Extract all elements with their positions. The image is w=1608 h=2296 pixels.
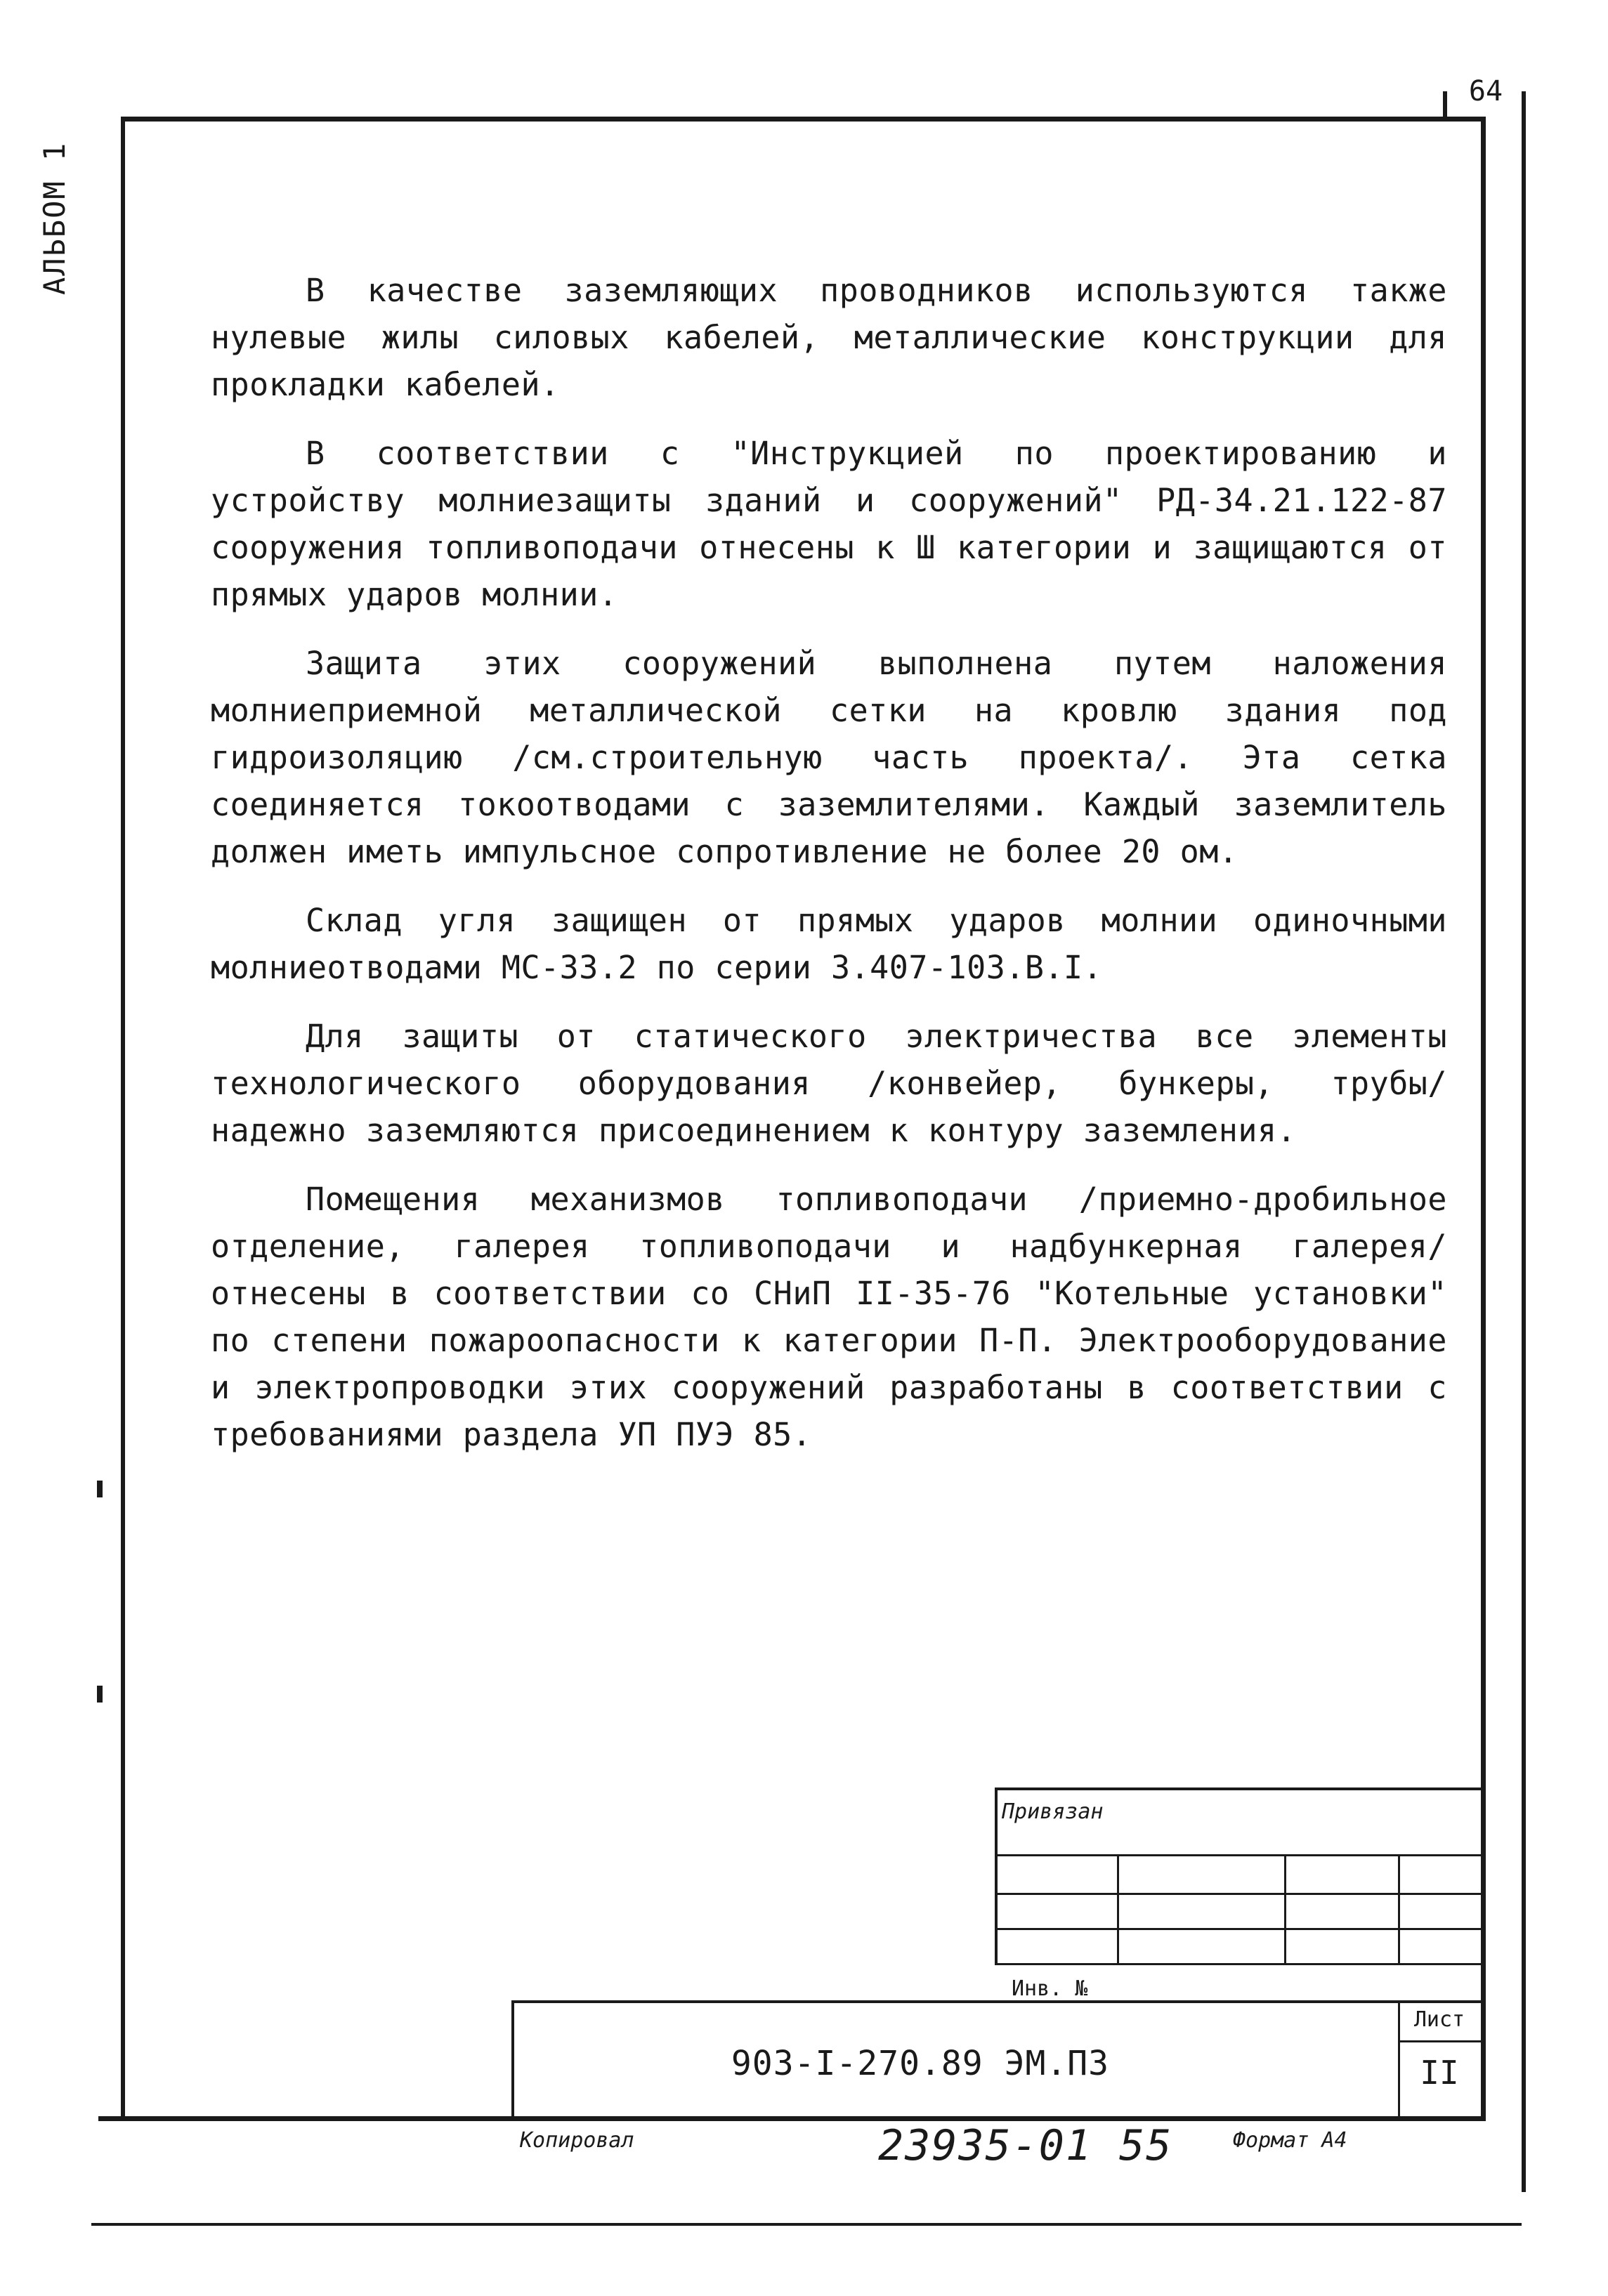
frame-border-right <box>1481 117 1486 2121</box>
document-code: 903-I-270.89 ЭМ.ПЗ <box>731 2044 1110 2083</box>
stamp-grid-line <box>1398 2000 1400 2118</box>
format-label: Формат А4 <box>1233 2128 1347 2153</box>
stamp-approved-label: Привязан <box>1002 1799 1104 1824</box>
stamp-grid-line <box>511 2000 514 2118</box>
album-label: АЛЬБОМ 1 <box>37 141 72 295</box>
stamp-grid-line <box>995 1963 1482 1965</box>
paragraph: Помещения механизмов топливоподачи /приемно-дробильное отделение, галерея топливоподачи и надбункерная галерея/ отнесены в соответствии со СНиП II-35-76 "Котельные установки" по степени пожароопасности к категории П-П. Электрооборудование и электропроводки этих сооружений разработаны в соответствии с требованиями раздела УП ПУЭ 85. <box>211 1181 1447 1453</box>
paragraph: Для защиты от статического электричества все элементы технологического оборудования /конвейер, бункеры, трубы/ надежно заземляются присоединением к контуру заземления. <box>211 1018 1447 1149</box>
order-number: 23935-01 55 <box>878 2121 1173 2170</box>
stamp-grid-line <box>1398 1854 1400 1963</box>
stamp-grid-line <box>995 1787 998 1963</box>
binding-edge-mark <box>97 1481 103 1497</box>
paragraph: В соответствии с "Инструкцией по проектированию и устройству молниезащиты зданий и сооружений" РД-34.21.122-87 сооружения топливоподачи отнесены к Ш категории и защищаются от прямых ударов молнии. <box>211 435 1447 613</box>
corner-page-number: 64 <box>1468 77 1503 103</box>
frame-border-bottom-outer <box>91 2223 1522 2226</box>
frame-border-left <box>121 117 125 2121</box>
paragraph: В качестве заземляющих проводников используются также нулевые жилы силовых кабелей, металлические конструкции для прокладки кабелей. <box>211 272 1447 403</box>
stamp-grid-line <box>511 2000 1484 2003</box>
paragraph: Защита этих сооружений выполнена путем наложения молниеприемной металлической сетки на кровлю здания под гидроизоляцию /см.строительную часть проекта/. Эта сетка соединяется токоотводами с заземлителями. Каждый заземлитель должен иметь импульсное сопротивление не более 20 ом. <box>211 645 1447 870</box>
sheet-label: Лист <box>1413 2007 1465 2032</box>
stamp-grid-line <box>1117 1854 1119 1963</box>
stamp-grid-line <box>1284 1854 1286 1963</box>
frame-border-top <box>121 117 1486 122</box>
stamp-inventory-label: Инв. № <box>1012 1976 1088 2001</box>
document-body <box>211 267 1447 1480</box>
stamp-grid-line <box>995 1928 1482 1930</box>
stamp-grid-line <box>1398 2040 1482 2042</box>
frame-border-right-outer <box>1522 91 1526 2192</box>
sheet-number: II <box>1420 2054 1459 2092</box>
stamp-grid-line <box>995 1893 1482 1895</box>
copied-by-label: Копировал <box>520 2128 634 2153</box>
stamp-grid-line <box>995 1787 1482 1790</box>
stamp-grid-line <box>995 1854 1482 1856</box>
frame-border-bottom <box>98 2116 1486 2121</box>
paragraph: Склад угля защищен от прямых ударов молнии одиночными молниеотводами МС-33.2 по серии 3.407-103.В.I. <box>211 902 1447 986</box>
binding-edge-mark <box>97 1686 103 1703</box>
corner-tick-mark <box>1443 91 1447 117</box>
